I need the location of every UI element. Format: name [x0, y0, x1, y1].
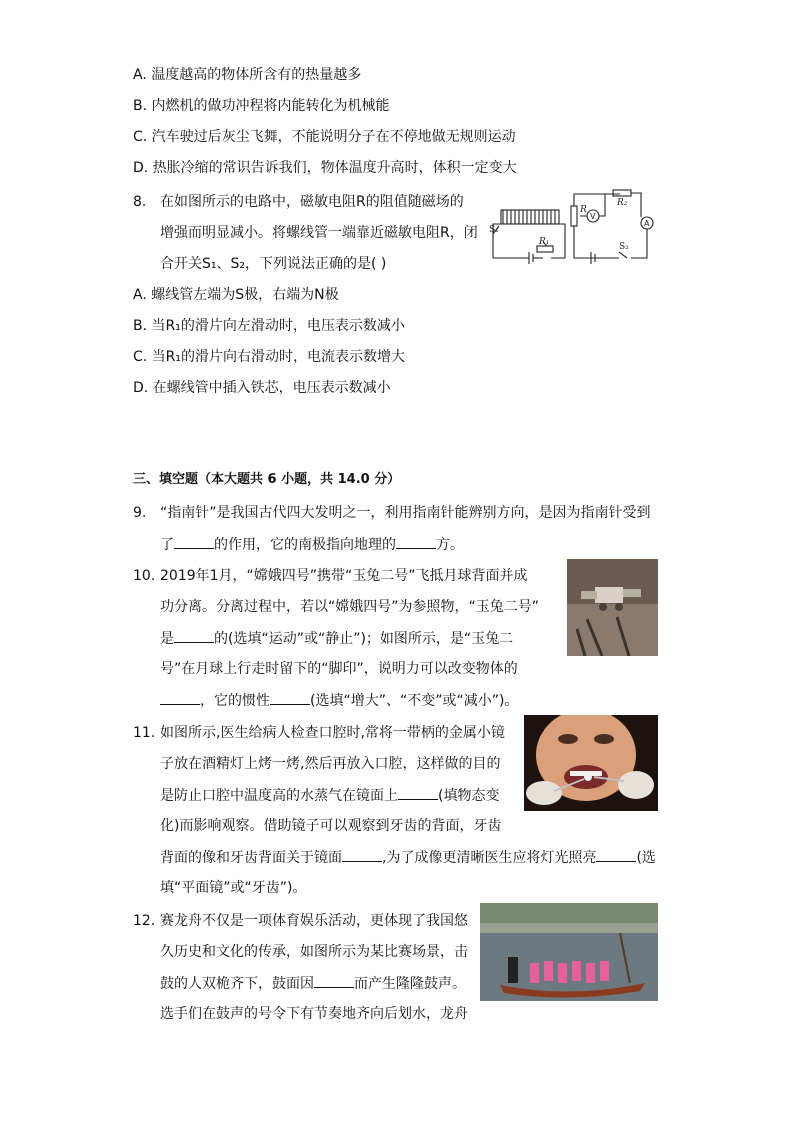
q7-option-a: A. 温度越高的物体所含有的热量越多: [133, 67, 362, 83]
moon-rover-photo: [567, 559, 658, 656]
q10-text-3a: 是: [160, 631, 174, 647]
section-heading-fill-in: 三、填空题（本大题共 6 小题，共 14.0 分）: [133, 472, 401, 487]
q11-text-3b: (填物态变: [438, 788, 500, 804]
q8-stem-line-3: 合开关S₁、S₂，下列说法正确的是( ): [160, 256, 387, 272]
q9-text-c: 方。: [436, 537, 464, 553]
q11-line-5: [160, 847, 656, 868]
q9-text-b: 的作用，它的南极指向地理的: [214, 537, 396, 553]
q7-option-c: C. 汽车驶过后灰尘飞舞，不能说明分子在不停地做无规则运动: [133, 129, 516, 145]
circuit-label-s1: S₁: [489, 225, 499, 235]
q9-line-2: [160, 534, 464, 555]
q9-blank-2[interactable]: [396, 534, 436, 549]
q8-option-a: A. 螺线管左端为S极，右端为N极: [133, 287, 339, 303]
q10-blank-3[interactable]: [270, 690, 310, 705]
q10-text-5b: (选填“增大”、“不变”或“减小”)。: [310, 693, 519, 709]
q11-line-3: [160, 785, 499, 806]
circuit-label-r1: R₁: [539, 237, 550, 247]
q12-line-4: 选手们在鼓声的号令下有节奏地齐向后划水，龙舟: [160, 1006, 468, 1022]
q7-option-d: D. 热胀冷缩的常识告诉我们，物体温度升高时，体积一定变大: [133, 160, 517, 176]
q12-line-1: 赛龙舟不仅是一项体育娱乐活动，更体现了我国悠: [160, 913, 468, 929]
q8-option-b: B. 当R₁的滑片向左滑动时，电压表示数减小: [133, 318, 405, 334]
circuit-label-v: V: [590, 212, 596, 221]
q9-line-1: “指南针”是我国古代四大发明之一，利用指南针能辨别方向，是因为指南针受到: [160, 505, 651, 521]
q8-stem-line-2: 增强而明显减小。将螺线管一端靠近磁敏电阻R，闭: [160, 225, 478, 241]
q11-blank-3[interactable]: [596, 847, 636, 862]
circuit-label-r2: R₂: [617, 198, 628, 208]
q12-blank-1[interactable]: [314, 973, 354, 988]
circuit-label-a: A: [644, 219, 650, 228]
q11-blank-1[interactable]: [398, 785, 438, 800]
q11-line-1: 如图所示,医生给病人检查口腔时,常将一带柄的金属小镜: [160, 725, 505, 741]
q10-line-1: 2019年1月，“嫦娥四号”携带“玉兔二号”飞抵月球背面并成: [160, 568, 528, 584]
q8-option-d: D. 在螺线管中插入铁芯，电压表示数减小: [133, 380, 391, 396]
q8-circuit-diagram: [487, 186, 663, 264]
q10-line-2: 功分离。分离过程中，若以“嫦娥四号”为参照物，“玉兔二号”: [160, 599, 540, 615]
q12-text-3b: 而产生隆隆鼓声。: [354, 976, 466, 992]
q10-text-3b: 的(选填“运动”或“静止”)；如图所示，是“玉兔二: [214, 631, 514, 647]
dental-mirror-illustration: [524, 715, 658, 811]
dental-mirror-photo: [524, 715, 658, 811]
q12-line-2: 久历史和文化的传承，如图所示为某比赛场景，击: [160, 944, 468, 960]
q11-blank-2[interactable]: [342, 847, 382, 862]
q8-option-c: C. 当R₁的滑片向右滑动时，电流表示数增大: [133, 349, 406, 365]
q9-text-a: 了: [160, 537, 174, 553]
q8-stem-line-1: 在如图所示的电路中，磁敏电阻R的阻值随磁场的: [160, 194, 464, 210]
q11-text-5c: (选: [636, 850, 656, 866]
q10-text-5a: ，它的惯性: [200, 693, 270, 709]
q10-line-3: [160, 628, 513, 649]
q10-line-5: [160, 690, 518, 711]
q7-option-b: B. 内燃机的做功冲程将内能转化为机械能: [133, 98, 390, 114]
q8-number: 8.: [133, 194, 147, 210]
q11-text-3a: 是防止口腔中温度高的水蒸气在镜面上: [160, 788, 398, 804]
q11-text-5b: ,为了成像更清晰医生应将灯光照亮: [382, 850, 597, 866]
moon-rover-illustration: [567, 559, 658, 656]
q12-text-3a: 鼓的人双桅齐下，鼓面因: [160, 976, 314, 992]
dragon-boat-illustration: [480, 903, 658, 1001]
circuit-label-s2: S₂: [619, 242, 629, 252]
q11-text-5a: 背面的像和牙齿背面关于镜面: [160, 850, 342, 866]
q9-blank-1[interactable]: [174, 534, 214, 549]
q11-line-4: 化)而影响观察。借助镜子可以观察到牙齿的背面，牙齿: [160, 818, 502, 834]
q9-number: 9.: [133, 505, 147, 521]
q11-number: 11.: [133, 725, 156, 741]
circuit-label-r: R: [580, 205, 587, 215]
q10-blank-1[interactable]: [174, 628, 214, 643]
q10-line-4: 号”在月球上行走时留下的“脚印”，说明力可以改变物体的: [160, 661, 518, 677]
q12-number: 12.: [133, 913, 156, 929]
q11-line-6: 填“平面镜”或“牙齿”)。: [160, 880, 307, 896]
dragon-boat-photo: [480, 903, 658, 1001]
q10-number: 10.: [133, 568, 156, 584]
q10-blank-2[interactable]: [160, 690, 200, 705]
q12-line-3: [160, 973, 466, 994]
q11-line-2: 子放在酒精灯上烤一烤,然后再放入口腔，这样做的目的: [160, 756, 501, 772]
